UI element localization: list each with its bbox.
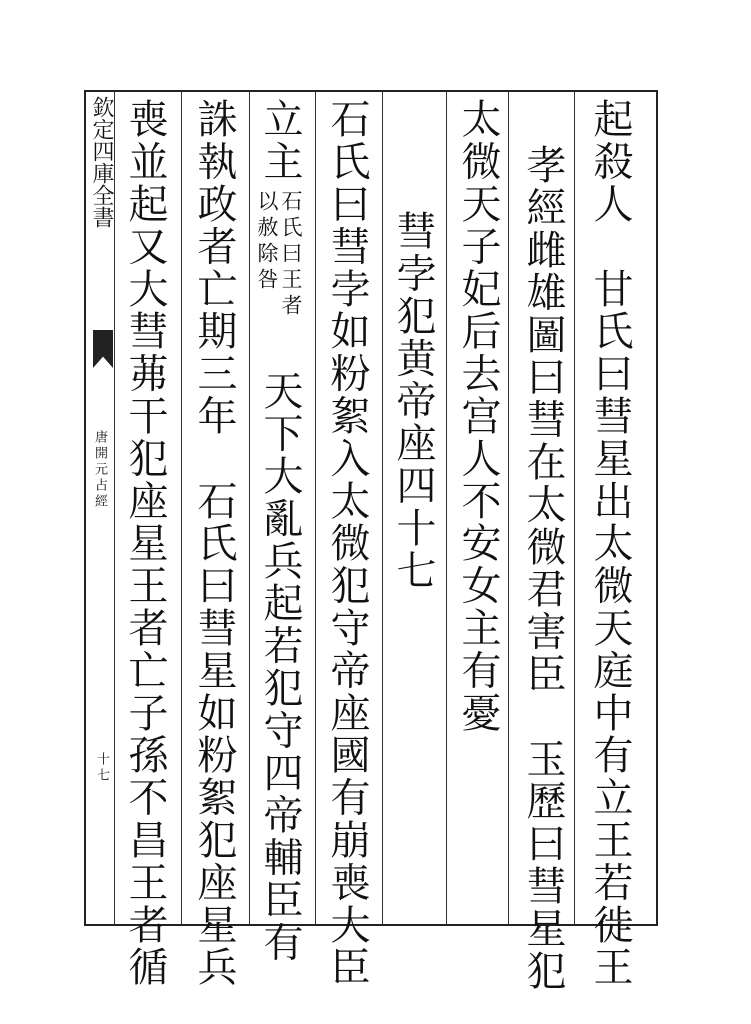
text-column-7: 誅執政者亡期三年 石氏曰彗星如粉絮犯座星兵 (191, 98, 237, 989)
column-divider (382, 92, 383, 924)
column-divider (574, 92, 575, 924)
text-column-8: 喪並起又大彗茀干犯座星王者亡子孫不昌王者循 (122, 98, 168, 989)
folio-number: 十七 (94, 752, 109, 784)
text-column-3: 太微天子妃后去宫人不安女主有憂 (455, 98, 501, 734)
margin-divider (114, 92, 115, 924)
column-divider (249, 92, 250, 924)
text-column-6-start: 立主 (257, 98, 303, 183)
page-border (84, 90, 658, 926)
column-divider (181, 92, 182, 924)
column-divider (446, 92, 447, 924)
text-column-6-end: 天下大亂兵起若犯守四帝輔臣有 (257, 370, 303, 964)
commentary-right: 石氏曰王者 (279, 190, 303, 320)
text-column-1: 起殺人 甘氏曰彗星出太微天庭中有立王若徙王 (587, 98, 633, 989)
section-heading: 彗孛犯黄帝座四十七 (390, 210, 436, 592)
series-title: 欽定四庫全書 (89, 96, 114, 228)
column-divider (508, 92, 509, 924)
column-divider (315, 92, 316, 924)
commentary-left: 以赦除咎 (255, 190, 279, 294)
text-column-2: 孝經雌雄圖曰彗在太微君害臣 玉歷曰彗星犯 (520, 144, 566, 992)
book-title: 唐開元占經 (92, 430, 107, 510)
text-column-5: 石氏曰彗孛如粉絮入太微犯守帝座國有崩喪大臣 (324, 98, 370, 989)
